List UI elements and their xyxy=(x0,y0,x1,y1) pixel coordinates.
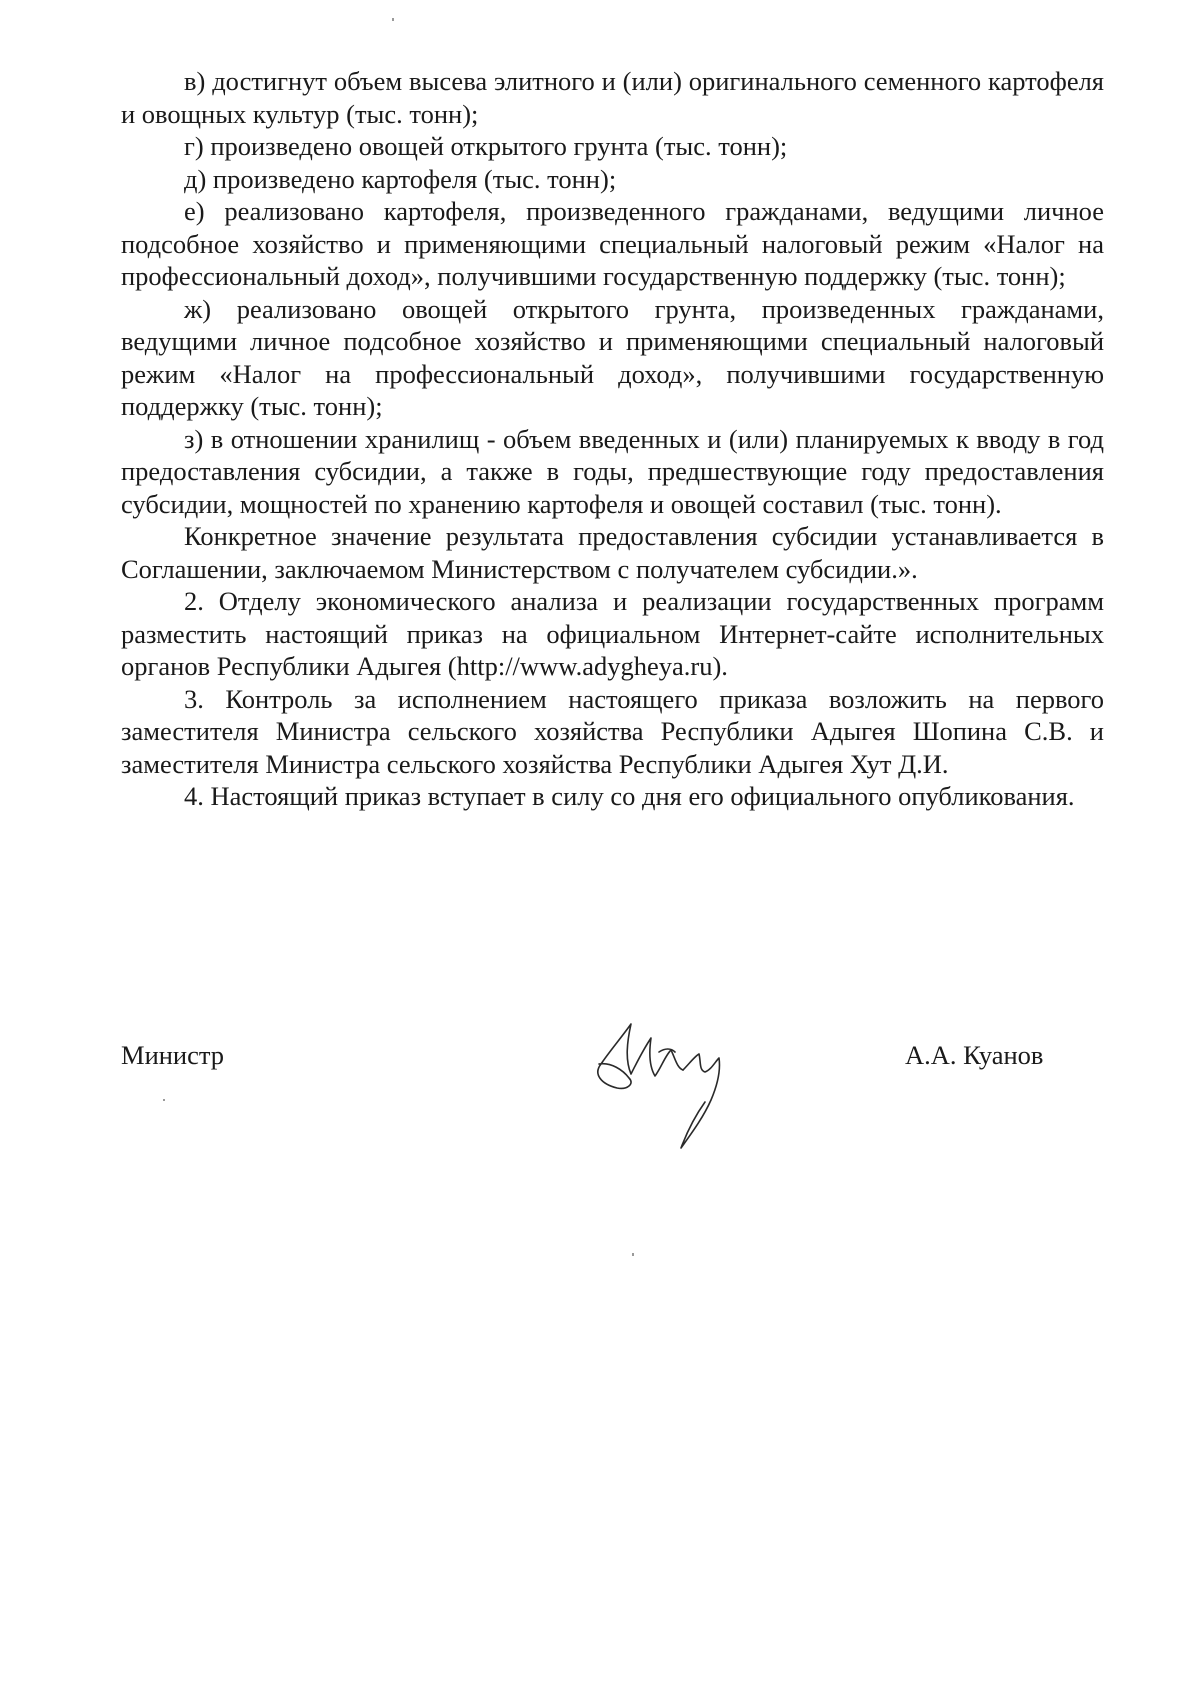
paragraph-item-v: в) достигнут объем высева элитного и (или) оригинального семенного картофеля и овощных культур (тыс. тонн); xyxy=(121,66,1104,129)
handwritten-signature xyxy=(571,1012,751,1162)
paragraph-item-g: г) произведено овощей открытого грунта (тыс. тонн); xyxy=(184,131,788,161)
scan-speck xyxy=(632,1253,634,1256)
signature-block xyxy=(121,1030,1104,1150)
signatory-role: Министр xyxy=(121,1040,225,1070)
signatory-name: А.А. Куанов xyxy=(905,1040,1044,1070)
paragraph-item-z: з) в отношении хранилищ - объем введенных и (или) планируемых к вводу в год предоставления субсидии, а также в годы, предшествующие году предоставления субсидии, мощностей по хранению картофеля и овощей составил (тыс. тонн). xyxy=(121,423,1104,519)
paragraph-clause-3: 3. Контроль за исполнением настоящего приказа возложить на первого заместителя Министра сельского хозяйства Республики Адыгея Шопина С.В. и заместителя Министра сельского хозяйства Республики Адыгея Хут Д.И. xyxy=(121,683,1104,779)
paragraph-clause-2: 2. Отделу экономического анализа и реализации государственных программ разместить настоящий приказ на официальном Интернет-сайте исполнительных органов Республики Адыгея (http://www.adygheya.ru). xyxy=(121,586,1104,681)
scan-speck xyxy=(392,18,394,21)
paragraph-clause-4: 4. Настоящий приказ вступает в силу со дня его официального опубликования. xyxy=(184,781,1075,811)
paragraph-item-e: е) реализовано картофеля, произведенного гражданами, ведущими личное подсобное хозяйство и применяющими специальный налоговый режим «Налог на профессиональный доход», получившими государственную поддержку (тыс. тонн); xyxy=(121,196,1104,291)
paragraph-result-value: Конкретное значение результата предоставления субсидии устанавливается в Соглашении, заключаемом Министерством с получателем субсидии.». xyxy=(121,521,1104,584)
paragraph-item-d: д) произведено картофеля (тыс. тонн); xyxy=(184,163,617,194)
document-body xyxy=(121,65,1104,813)
paragraph-item-zh: ж) реализовано овощей открытого грунта, произведенных гражданами, ведущими личное подсобное хозяйство и применяющими специальный налоговый режим «Налог на профессиональный доход», получившими государственную поддержку (тыс. тонн); xyxy=(121,293,1104,421)
